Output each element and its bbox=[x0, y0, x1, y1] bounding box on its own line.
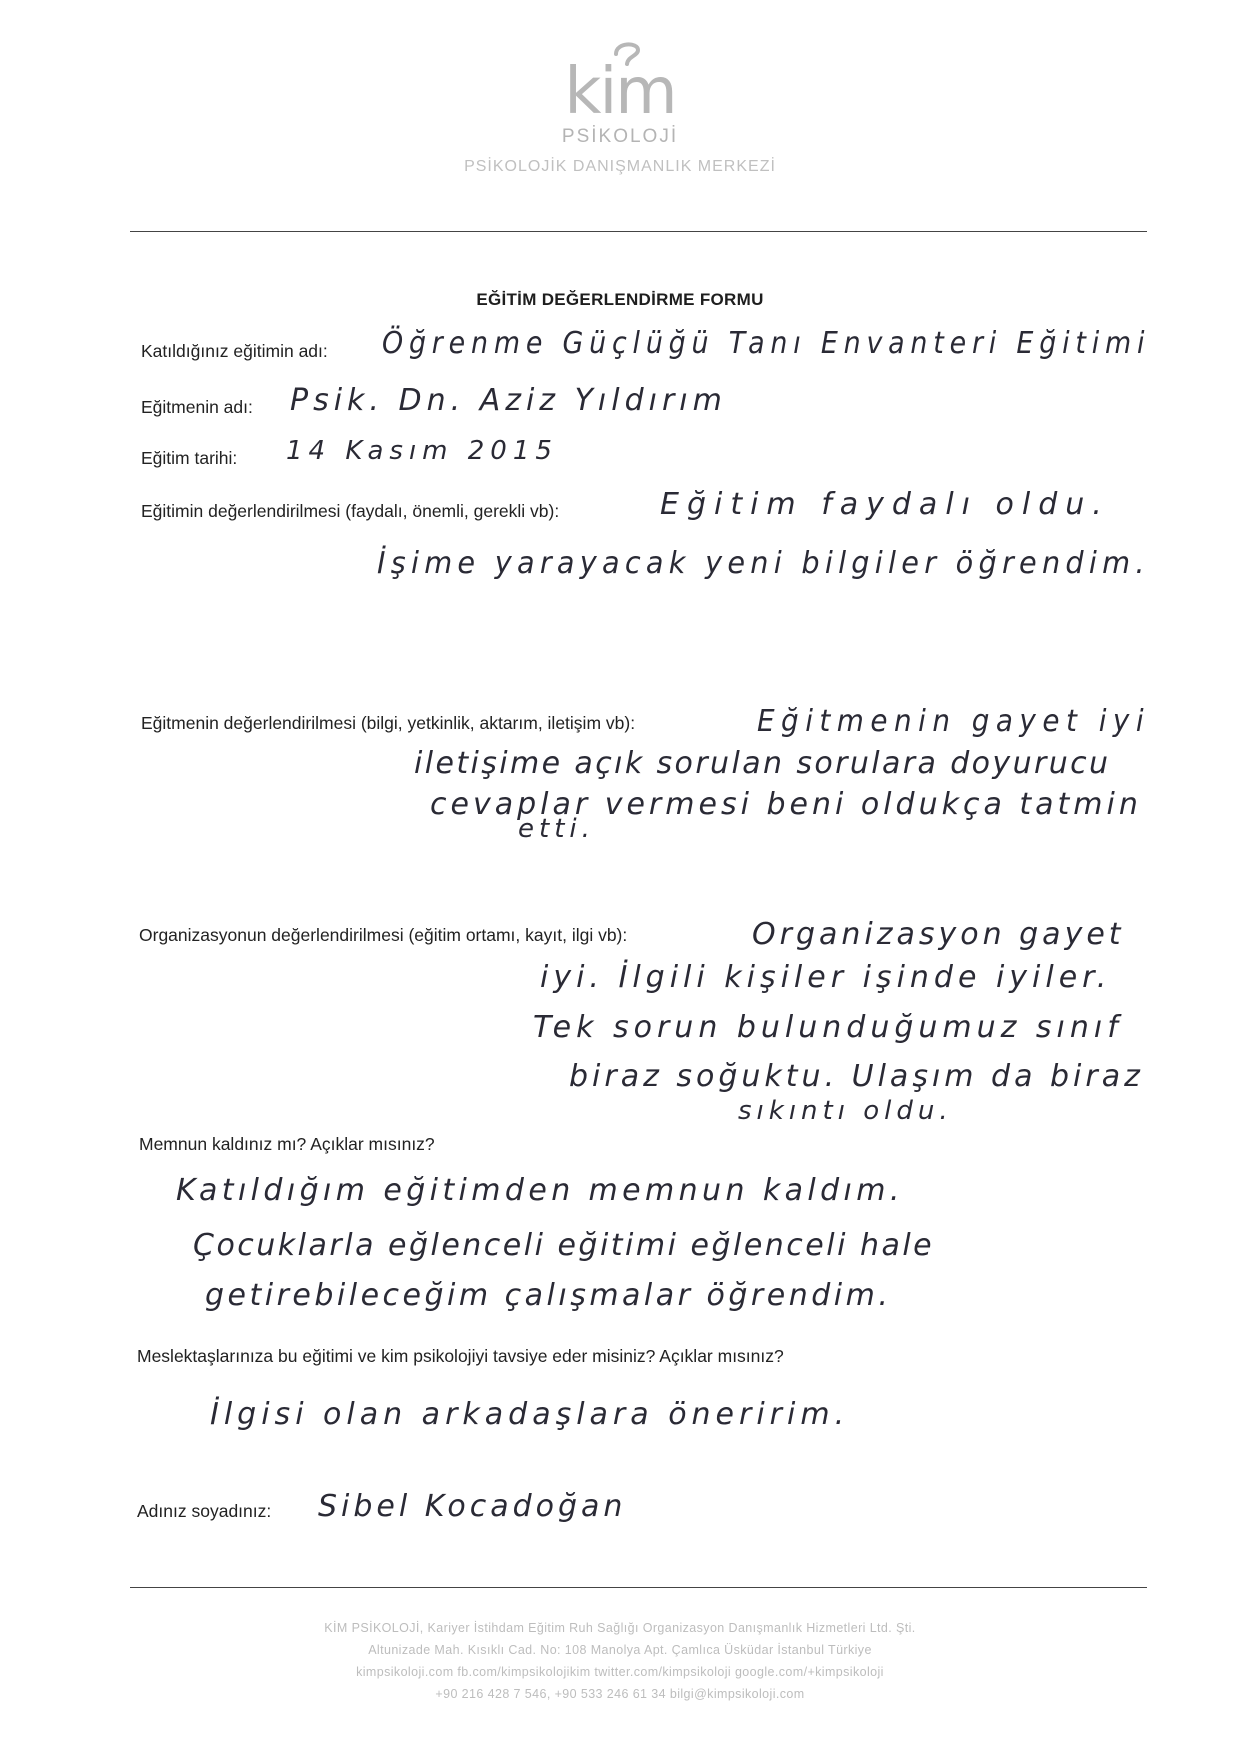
trainer-evaluation-label: Eğitmenin değerlendirilmesi (bilgi, yetkinlik, aktarım, iletişim vb): bbox=[141, 713, 636, 733]
trainer-evaluation-line: iletişime açık sorulan sorulara doyurucu bbox=[414, 746, 1111, 781]
footer-company: KİM PSİKOLOJİ, Kariyer İstihdam Eğitim Ruh Sağlığı Organizasyon Danışmanlık Hizmetleri Ltd. Şti. bbox=[324, 1621, 916, 1635]
training-evaluation-label: Eğitimin değerlendirilmesi (faydalı, önemli, gerekli vb): bbox=[141, 501, 560, 521]
trainer-evaluation-line: cevaplar vermesi beni oldukça tatmin bbox=[430, 787, 1142, 822]
training-evaluation-line: Eğitim faydalı oldu. bbox=[660, 487, 1110, 522]
trainer-name-value: Psik. Dn. Aziz Yıldırım bbox=[290, 383, 727, 418]
trainer-name-label: Eğitmenin adı: bbox=[141, 397, 253, 417]
training-name-value: Öğrenme Güçlüğü Tanı Envanteri Eğitimi bbox=[382, 326, 1151, 361]
footer-contact: +90 216 428 7 546, +90 533 246 61 34 bilgi@kimpsikoloji.com bbox=[435, 1687, 805, 1701]
satisfaction-label: Memnun kaldınız mı? Açıklar mısınız? bbox=[139, 1134, 435, 1154]
footer-divider bbox=[130, 1587, 1147, 1588]
trainer-evaluation-line: Eğitmenin gayet iyi bbox=[757, 704, 1151, 739]
footer-web: kimpsikoloji.com fb.com/kimpsikolojikim twitter.com/kimpsikoloji google.com/+kimpsikoloji bbox=[356, 1665, 884, 1679]
logo-subtitle: PSİKOLOJİ bbox=[561, 126, 679, 147]
logo bbox=[564, 55, 676, 129]
organization-evaluation-line: iyi. İlgili kişiler işinde iyiler. bbox=[540, 960, 1112, 995]
training-evaluation-line: İşime yarayacak yeni bilgiler öğrendim. bbox=[377, 546, 1150, 581]
organization-evaluation-label: Organizasyonun değerlendirilmesi (eğitim ortamı, kayıt, ilgi vb): bbox=[139, 925, 628, 945]
organization-evaluation-line: sıkıntı oldu. bbox=[738, 1096, 953, 1126]
header-divider bbox=[130, 231, 1147, 232]
letterhead bbox=[0, 55, 1240, 176]
organization-evaluation-line: Organizasyon gayet bbox=[752, 917, 1125, 952]
satisfaction-line: getirebileceğim çalışmalar öğrendim. bbox=[205, 1278, 892, 1313]
recommendation-label: Meslektaşlarınıza bu eğitimi ve kim psikolojiyi tavsiye eder misiniz? Açıklar mısınız? bbox=[137, 1346, 784, 1366]
footer-address: Altunizade Mah. Kısıklı Cad. No: 108 Manolya Apt. Çamlıca Üsküdar İstanbul Türkiye bbox=[368, 1643, 872, 1657]
training-date-value: 14 Kasım 2015 bbox=[286, 436, 558, 466]
trainer-evaluation-line: etti. bbox=[518, 814, 595, 844]
training-date-label: Eğitim tarihi: bbox=[141, 448, 238, 468]
center-name: PSİKOLOJİK DANIŞMANLIK MERKEZİ bbox=[464, 158, 776, 175]
organization-evaluation-line: biraz soğuktu. Ulaşım da biraz bbox=[569, 1059, 1144, 1094]
organization-evaluation-line: Tek sorun bulunduğumuz sınıf bbox=[533, 1010, 1123, 1045]
full-name-value: Sibel Kocadoğan bbox=[318, 1489, 627, 1524]
question-mark-icon bbox=[610, 40, 644, 66]
training-name-label: Katıldığınız eğitimin adı: bbox=[141, 341, 328, 361]
footer bbox=[0, 1617, 1240, 1705]
full-name-label: Adınız soyadınız: bbox=[137, 1501, 272, 1521]
satisfaction-line: Çocuklarla eğlenceli eğitimi eğlenceli hale bbox=[193, 1228, 935, 1263]
logo-wordmark: kim bbox=[564, 55, 676, 129]
recommendation-value: İlgisi olan arkadaşlara öneririm. bbox=[210, 1397, 850, 1432]
satisfaction-line: Katıldığım eğitimden memnun kaldım. bbox=[176, 1173, 904, 1208]
form-title: EĞİTİM DEĞERLENDİRME FORMU bbox=[476, 290, 764, 309]
